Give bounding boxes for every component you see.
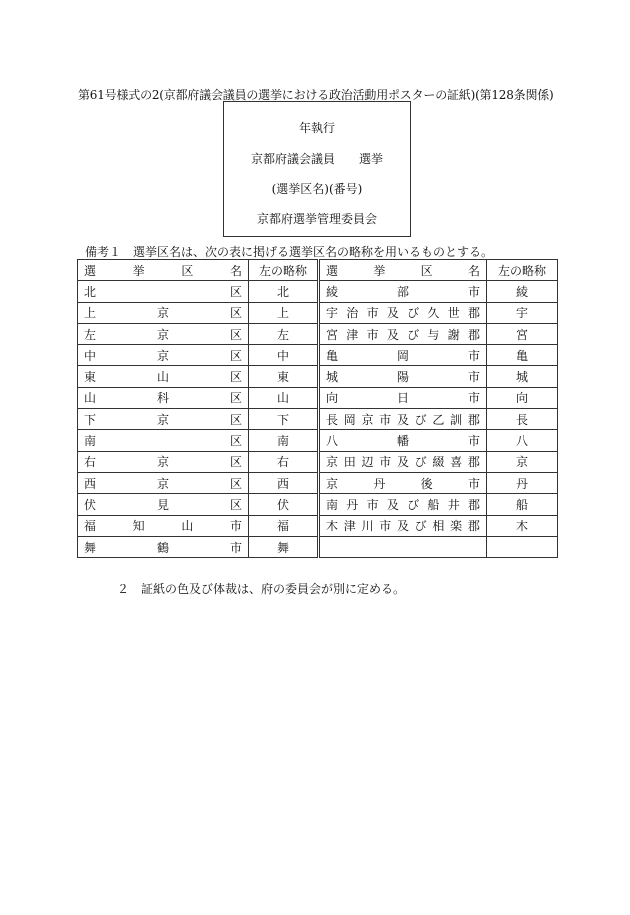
district-char: 市 <box>379 412 392 427</box>
district-char: 挙 <box>373 263 386 278</box>
district-name-cell <box>319 472 487 493</box>
district-char: 市 <box>366 306 379 321</box>
district-char: 綴 <box>432 455 445 470</box>
district-char: 右 <box>84 455 97 470</box>
district-char: 市 <box>467 391 480 406</box>
district-char: 区 <box>229 284 242 299</box>
district-name <box>326 411 480 428</box>
district-char: 鶴 <box>156 540 169 555</box>
district-char: 選 <box>326 263 339 278</box>
district-char: 市 <box>467 370 480 385</box>
district-char: 中 <box>84 348 97 363</box>
district-char: 久 <box>427 306 440 321</box>
abbreviation-cell: 西 <box>249 472 319 493</box>
abbreviation-cell: 右 <box>249 451 319 472</box>
district-char: 及 <box>396 519 409 534</box>
abbreviation-cell: 中 <box>249 345 319 366</box>
district-name <box>326 389 480 406</box>
district-char: 郡 <box>467 327 480 342</box>
district-char: 相 <box>432 519 445 534</box>
district-char: 与 <box>427 327 440 342</box>
abbreviation-cell: 南 <box>249 430 319 451</box>
district-char: 向 <box>326 391 339 406</box>
district-name-cell <box>78 345 249 366</box>
district-char: 名 <box>467 263 480 278</box>
table-row <box>78 430 558 451</box>
abbreviation-cell: 下 <box>249 409 319 430</box>
district-char: 市 <box>467 476 480 491</box>
district-char: び <box>414 412 427 427</box>
district-char: 郡 <box>467 455 480 470</box>
table-row <box>78 345 558 366</box>
district-name <box>326 517 480 534</box>
district-name-cell <box>78 409 249 430</box>
district-char: 木 <box>326 519 339 534</box>
table-row <box>78 302 558 323</box>
district-abbreviation-table <box>77 259 558 558</box>
table-row <box>78 536 558 557</box>
district-name-cell <box>78 281 249 302</box>
district-char: び <box>414 455 427 470</box>
district-name-cell <box>319 494 487 515</box>
abbreviation-cell: 綾 <box>487 281 558 302</box>
district-char: 京 <box>156 476 169 491</box>
district-char: 陽 <box>396 370 409 385</box>
district-char: 船 <box>427 497 440 512</box>
district-char: 南 <box>326 497 339 512</box>
district-char: 世 <box>447 306 460 321</box>
district-name-cell <box>319 323 487 344</box>
district-char: 及 <box>396 412 409 427</box>
district-char: 区 <box>229 455 242 470</box>
district-char: 北 <box>84 284 97 299</box>
district-name <box>326 368 480 385</box>
district-char: 京 <box>361 412 374 427</box>
district-name-cell <box>78 451 249 472</box>
abbreviation-cell: 京 <box>487 451 558 472</box>
district-name <box>326 475 480 492</box>
district-char: 山 <box>84 391 97 406</box>
district-name <box>84 517 242 534</box>
abbreviation-cell: 上 <box>249 302 319 323</box>
district-char: 選 <box>84 263 97 278</box>
district-char: 岡 <box>396 348 409 363</box>
district-char: 区 <box>229 391 242 406</box>
district-name <box>84 326 242 343</box>
district-char: 市 <box>379 519 392 534</box>
district-char: 名 <box>229 263 242 278</box>
abbreviation-cell: 城 <box>487 366 558 387</box>
district-char: 区 <box>229 434 242 449</box>
district-name-cell <box>78 515 249 536</box>
header-abbreviation: 左の略称 <box>249 260 319 281</box>
table-row <box>78 515 558 536</box>
district-char: 丹 <box>346 497 359 512</box>
district-char: 区 <box>229 306 242 321</box>
district-name-cell <box>78 494 249 515</box>
district-name <box>84 539 242 556</box>
abbreviation-cell: 宇 <box>487 302 558 323</box>
district-name <box>84 283 242 300</box>
district-char: 舞 <box>84 540 97 555</box>
district-char: 八 <box>326 434 339 449</box>
district-name <box>84 496 242 513</box>
district-name <box>84 453 242 470</box>
district-char: 市 <box>379 455 392 470</box>
district-name <box>326 432 480 449</box>
district-char: 宮 <box>326 327 339 342</box>
district-char: 郡 <box>467 497 480 512</box>
district-char: び <box>407 327 420 342</box>
district-char: 挙 <box>132 263 145 278</box>
district-name-cell <box>319 451 487 472</box>
header-district-name <box>319 260 487 281</box>
district-char: 京 <box>156 348 169 363</box>
table-row <box>78 323 558 344</box>
abbreviation-cell: 木 <box>487 515 558 536</box>
district-char: 市 <box>467 284 480 299</box>
district-char: 区 <box>229 412 242 427</box>
district-char: 南 <box>84 434 97 449</box>
abbreviation-cell: 東 <box>249 366 319 387</box>
district-char: 西 <box>84 476 97 491</box>
header-label <box>84 262 242 279</box>
district-char: 宇 <box>326 306 339 321</box>
district-char: 下 <box>84 412 97 427</box>
header-label <box>326 262 480 279</box>
district-char: 京 <box>326 476 339 491</box>
district-char: 京 <box>326 455 339 470</box>
district-char: 謝 <box>447 327 460 342</box>
district-char: 区 <box>181 263 194 278</box>
district-char: 辺 <box>361 455 374 470</box>
district-char: 知 <box>132 519 145 534</box>
district-char: 岡 <box>343 412 356 427</box>
stamp-line-year: 年執行 <box>298 121 335 135</box>
district-char: 井 <box>447 497 460 512</box>
district-char: 科 <box>156 391 169 406</box>
district-name-cell <box>319 536 487 557</box>
district-char: 市 <box>229 519 242 534</box>
district-name-cell <box>78 366 249 387</box>
form-title: 第61号様式の2(京都府議会議員の選挙における政治活動用ポスターの証紙)(第128条関係) <box>78 88 554 102</box>
abbreviation-cell <box>487 536 558 557</box>
district-name-cell <box>78 323 249 344</box>
district-char: 郡 <box>467 306 480 321</box>
abbreviation-cell: 伏 <box>249 494 319 515</box>
district-name-cell <box>78 536 249 557</box>
district-char: 京 <box>156 412 169 427</box>
district-char: 伏 <box>84 497 97 512</box>
district-name <box>84 432 242 449</box>
district-char: 東 <box>84 370 97 385</box>
district-name <box>84 411 242 428</box>
district-name-cell <box>78 472 249 493</box>
district-name-cell <box>78 387 249 408</box>
district-name <box>326 496 480 513</box>
abbreviation-cell: 左 <box>249 323 319 344</box>
district-char: 部 <box>396 284 409 299</box>
district-char: 山 <box>181 519 194 534</box>
table-row <box>78 387 558 408</box>
district-name-cell <box>319 345 487 366</box>
district-char: 綾 <box>326 284 339 299</box>
district-name-cell <box>319 302 487 323</box>
district-char: 市 <box>366 497 379 512</box>
abbreviation-cell: 山 <box>249 387 319 408</box>
abbreviation-cell: 亀 <box>487 345 558 366</box>
district-name-cell <box>319 430 487 451</box>
stamp-line-committee: 京都府選挙管理委員会 <box>256 212 377 226</box>
district-char: 郡 <box>467 412 480 427</box>
abbreviation-cell: 八 <box>487 430 558 451</box>
remark-1: 備考１ 選挙区名は、次の表に掲げる選挙区名の略称を用いるものとする。 <box>85 245 494 259</box>
district-name <box>326 283 480 300</box>
district-char: 乙 <box>432 412 445 427</box>
abbreviation-cell: 長 <box>487 409 558 430</box>
district-char: 日 <box>396 391 409 406</box>
abbreviation-cell: 船 <box>487 494 558 515</box>
header-district-name <box>78 260 249 281</box>
abbreviation-cell: 舞 <box>249 536 319 557</box>
district-char: 区 <box>420 263 433 278</box>
abbreviation-cell: 北 <box>249 281 319 302</box>
district-char: 川 <box>361 519 374 534</box>
district-name <box>326 326 480 343</box>
district-char: 区 <box>229 497 242 512</box>
stamp-specimen-box <box>223 101 411 237</box>
district-char: 城 <box>326 370 339 385</box>
district-name-cell <box>319 409 487 430</box>
district-name-cell <box>319 281 487 302</box>
district-char: 喜 <box>450 455 463 470</box>
stamp-line-district-number: (選挙区名)(番号) <box>271 182 363 196</box>
district-name <box>84 304 242 321</box>
district-name <box>326 453 480 470</box>
district-name-cell <box>319 366 487 387</box>
district-char: 及 <box>386 497 399 512</box>
district-char: 市 <box>366 327 379 342</box>
district-char: 京 <box>156 306 169 321</box>
district-char: 市 <box>229 540 242 555</box>
district-char: 郡 <box>467 519 480 534</box>
abbreviation-cell: 福 <box>249 515 319 536</box>
district-char: 田 <box>343 455 356 470</box>
district-char: び <box>414 519 427 534</box>
table-row <box>78 451 558 472</box>
header-abbreviation: 左の略称 <box>487 260 558 281</box>
district-name-cell <box>78 302 249 323</box>
district-char: 後 <box>420 476 433 491</box>
district-char: 津 <box>343 519 356 534</box>
district-char: 区 <box>229 327 242 342</box>
district-name <box>326 304 480 321</box>
table-row <box>78 409 558 430</box>
table-row <box>78 494 558 515</box>
table-row <box>78 472 558 493</box>
district-char: 区 <box>229 476 242 491</box>
district-char: 楽 <box>450 519 463 534</box>
district-char: 及 <box>386 306 399 321</box>
district-char: 上 <box>84 306 97 321</box>
district-char: 津 <box>346 327 359 342</box>
stamp-line-election: 京都府議会議員 選挙 <box>250 152 383 166</box>
table-header-row <box>78 260 558 281</box>
district-name <box>326 347 480 364</box>
district-name-cell <box>78 430 249 451</box>
district-char: 幡 <box>396 434 409 449</box>
district-char: び <box>407 306 420 321</box>
district-name-cell <box>319 515 487 536</box>
district-char: 訓 <box>450 412 463 427</box>
abbreviation-cell: 丹 <box>487 472 558 493</box>
district-char: 治 <box>346 306 359 321</box>
district-char: 京 <box>156 327 169 342</box>
district-char: 区 <box>229 348 242 363</box>
district-name-cell <box>319 387 487 408</box>
district-char: 及 <box>386 327 399 342</box>
district-char: 区 <box>229 370 242 385</box>
district-char: 長 <box>326 412 339 427</box>
district-char: 左 <box>84 327 97 342</box>
district-char: 亀 <box>326 348 339 363</box>
district-char: 市 <box>467 434 480 449</box>
district-char: 山 <box>156 370 169 385</box>
table-row <box>78 366 558 387</box>
district-char: 京 <box>156 455 169 470</box>
district-char: 福 <box>84 519 97 534</box>
district-char: び <box>407 497 420 512</box>
table-body <box>78 260 558 558</box>
remark-2: ２ 証紙の色及び体裁は、府の委員会が別に定める。 <box>117 582 406 596</box>
district-char: 見 <box>156 497 169 512</box>
abbreviation-cell: 宮 <box>487 323 558 344</box>
district-char: 及 <box>396 455 409 470</box>
district-char: 丹 <box>373 476 386 491</box>
district-name <box>84 389 242 406</box>
district-name <box>84 475 242 492</box>
table-row <box>78 281 558 302</box>
district-name <box>84 368 242 385</box>
abbreviation-cell: 向 <box>487 387 558 408</box>
district-name <box>84 347 242 364</box>
district-char: 市 <box>467 348 480 363</box>
